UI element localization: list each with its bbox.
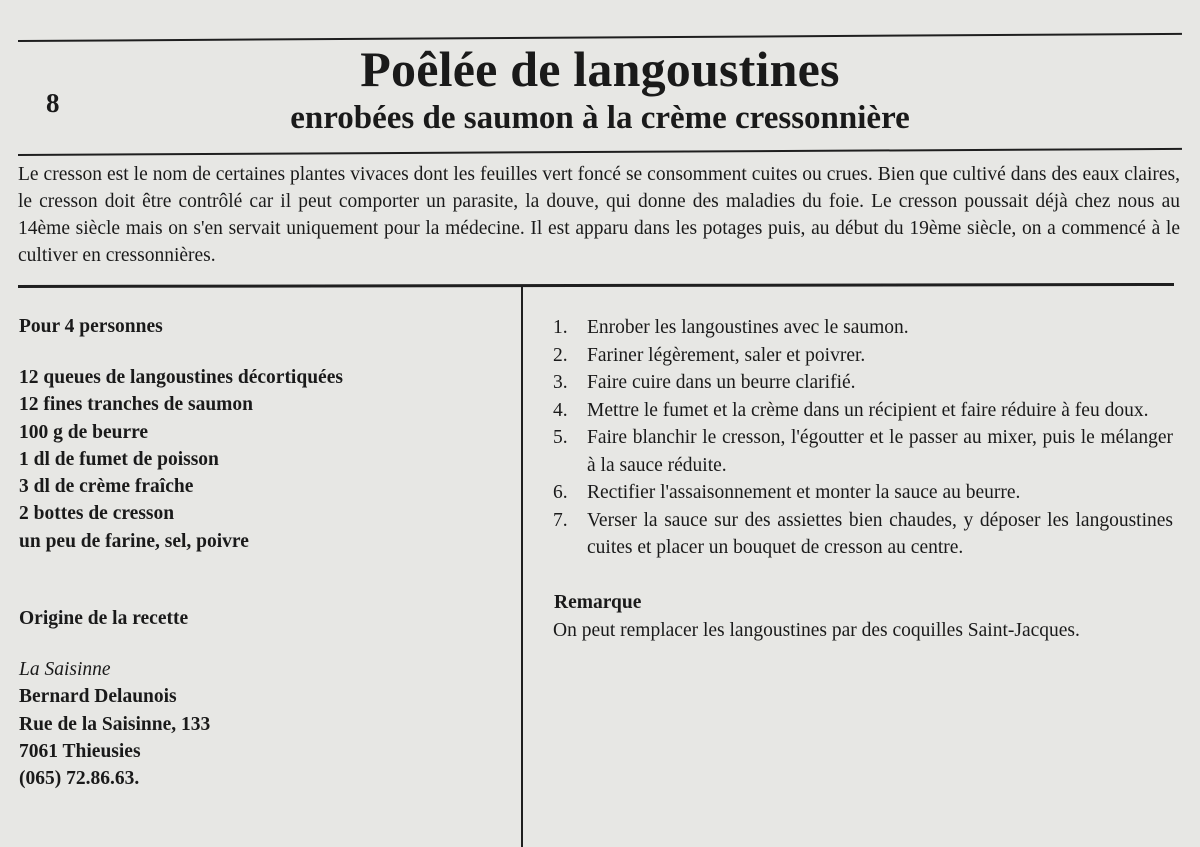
step-item	[553, 369, 1173, 397]
step-text: Rectifier l'assaisonnement et monter la sauce au beurre.	[587, 482, 1021, 503]
step-text: Faire blanchir le cresson, l'égoutter et le passer au mixer, puis le mélanger à la sauce réduite.	[587, 427, 1173, 476]
step-number: 5.	[553, 427, 568, 448]
ingredient-item: un peu de farine, sel, poivre	[19, 530, 249, 552]
step-text: Verser la sauce sur des assiettes bien chaudes, y déposer les langoustines cuites et placer un bouquet de cresson au centre.	[587, 509, 1173, 558]
ingredient-item: 1 dl de fumet de poisson	[19, 448, 219, 470]
restaurant-name: La Saisinne	[19, 659, 111, 681]
step-item	[553, 314, 1173, 342]
ingredient-item: 100 g de beurre	[19, 421, 149, 443]
intro-paragraph: Le cresson est le nom de certaines plantes vivaces dont les feuilles vert foncé se consomment cuites ou crues. Bien que cultivé dans des eaux claires, le cresson doit être contrôlé car il peut comporter un parasite, la douve, qui donne des maladies du foie. Le cresson poussait déjà chez nous au 14ème siècle mais on s'en servait uniquement pour la médecine. Il est apparu dans les potages puis, au début du 19ème siècle, on a commencé à le cultiver en cressonnières.	[18, 164, 1180, 266]
step-item	[553, 397, 1173, 425]
ingredient-list	[19, 364, 499, 555]
servings-label: Pour 4 personnes	[19, 316, 163, 337]
ingredient-item: 12 fines tranches de saumon	[19, 394, 254, 416]
remark-heading: Remarque	[554, 591, 642, 613]
step-text: Enrober les langoustines avec le saumon.	[587, 317, 909, 338]
ingredient-item: 12 queues de langoustines décortiquées	[19, 367, 343, 388]
recipe-subtitle: enrobées de saumon à la crème cressonnière	[290, 100, 910, 136]
step-text: Faire cuire dans un beurre clarifié.	[587, 372, 856, 393]
step-number: 7.	[553, 509, 568, 531]
ingredient-item: 2 bottes de cresson	[19, 503, 175, 525]
recipe-title: Poêlée de langoustines	[360, 41, 840, 97]
step-item	[553, 479, 1173, 507]
step-number: 6.	[553, 482, 568, 503]
step-number: 1.	[553, 317, 568, 338]
step-item	[553, 342, 1173, 370]
ingredient-item: 3 dl de crème fraîche	[19, 476, 194, 498]
city: 7061 Thieusies	[19, 740, 141, 762]
step-number: 3.	[553, 372, 568, 393]
ingredients-column	[19, 316, 499, 793]
page-number: 8	[46, 88, 60, 118]
intro-rule	[18, 283, 1174, 288]
chef-name: Bernard Delaunois	[19, 686, 177, 708]
title-rule	[18, 148, 1182, 156]
method-column	[553, 314, 1173, 645]
step-number: 4.	[553, 399, 568, 421]
origin-heading: Origine de la recette	[19, 608, 189, 630]
step-list	[553, 314, 1173, 562]
street-address: Rue de la Saisinne, 133	[19, 713, 211, 735]
step-number: 2.	[553, 344, 568, 366]
step-text: Fariner légèrement, saler et poivrer.	[587, 344, 866, 366]
remark-text: On peut remplacer les langoustines par des coquilles Saint-Jacques.	[553, 619, 1080, 641]
step-item	[553, 507, 1173, 562]
phone-number: (065) 72.86.63.	[19, 768, 140, 790]
column-divider	[521, 287, 523, 847]
step-item	[553, 424, 1173, 479]
origin-address	[19, 656, 499, 792]
step-text: Mettre le fumet et la crème dans un récipient et faire réduire à feu doux.	[587, 399, 1149, 421]
